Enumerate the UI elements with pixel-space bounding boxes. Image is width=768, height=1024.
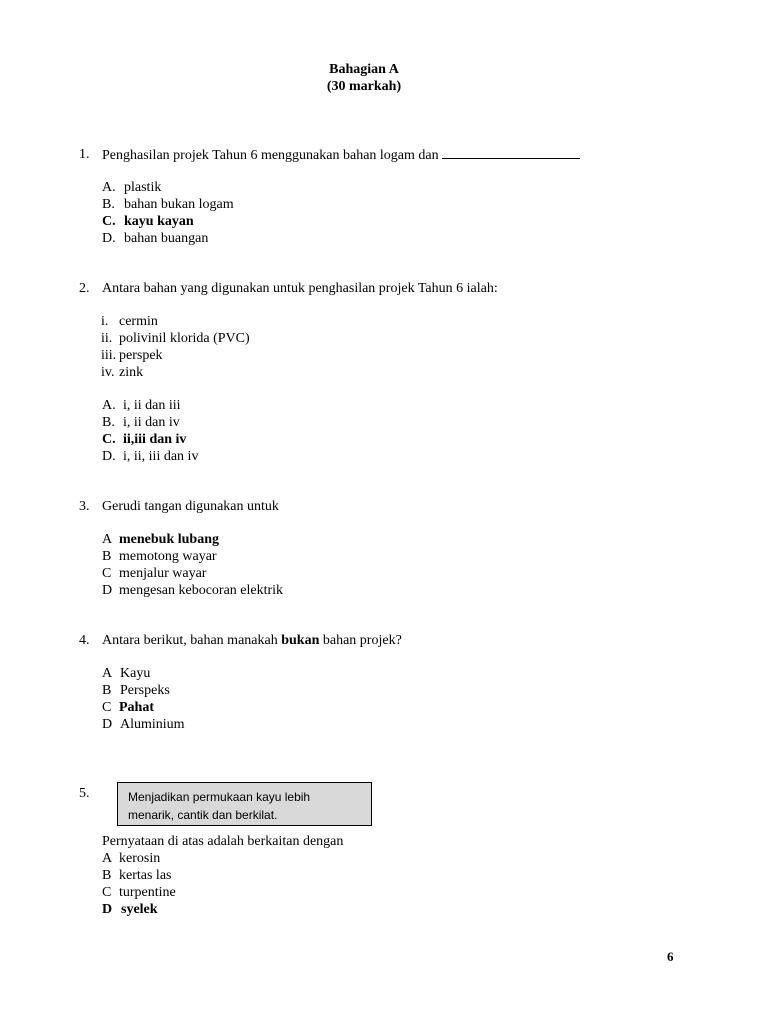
option-text: menjalur wayar [119,566,207,581]
option-label: A. [102,398,116,413]
option-text: i, ii dan iii [123,398,181,413]
question-text: Gerudi tangan digunakan untuk [102,499,279,514]
option-b [102,867,171,884]
question-number: 3. [79,499,90,514]
option-text: Perspeks [120,683,170,698]
option-d [102,582,283,599]
question-number: 2. [79,281,90,296]
item-label: i. [101,314,109,329]
option-text: kertas las [119,868,172,883]
item-label: iii. [101,348,117,363]
option-label: C [102,885,112,900]
option-text: turpentine [119,885,176,900]
option-a [102,665,150,682]
option-label: D. [102,231,116,246]
statement-line: Menjadikan permukaan kayu lebih [128,790,311,804]
question-number: 4. [79,633,90,648]
item-text: zink [119,365,144,380]
option-label: B [102,683,112,698]
option-c-answer [102,699,154,716]
statement-line: menarik, cantik dan berkilat. [128,808,278,822]
option-text: Pahat [119,700,154,715]
option-text: kayu kayan [124,214,194,229]
question-number: 5. [79,786,90,801]
option-c-answer [102,213,194,230]
option-text: bahan buangan [124,231,209,246]
statement-box [117,782,372,826]
question-text [102,146,580,164]
option-text: memotong wayar [119,549,217,564]
question-text: Antara bahan yang digunakan untuk penghasilan projek Tahun 6 ialah: [102,281,498,296]
option-label: C [102,700,112,715]
item-text: cermin [119,314,158,329]
item-label: ii. [101,331,113,346]
option-label: D [102,583,113,598]
option-label: B. [102,197,115,212]
list-item-ii [101,330,250,347]
option-text: ii,iii dan iv [123,432,187,447]
option-d [102,230,208,247]
option-label: C [102,566,112,581]
item-text: polivinil klorida (PVC) [119,331,250,346]
section-marks: (30 markah) [326,79,402,94]
option-text: syelek [121,902,158,917]
option-text: bahan bukan logam [124,197,234,212]
option-c [102,565,206,582]
question-text: Pernyataan di atas adalah berkaitan dengan [102,834,344,849]
option-text: Aluminium [120,717,185,732]
option-text: mengesan kebocoran elektrik [119,583,284,598]
option-label: D. [102,449,116,464]
option-label: A [102,532,113,547]
option-label: A [102,666,113,681]
page-number: 6 [667,949,674,964]
option-label: C. [102,214,116,229]
question-text [102,632,402,649]
list-item-iv [101,364,143,381]
option-label: B [102,868,112,883]
option-label: A [102,851,113,866]
question-text-after: bahan projek? [322,633,402,648]
option-text: plastik [124,180,162,195]
option-a-answer [102,531,219,548]
question-number: 1. [79,147,90,162]
option-label: D [102,717,113,732]
question-text-before: Antara berikut, bahan manakah [102,633,278,648]
option-label: B. [102,415,115,430]
option-c [102,884,176,901]
option-b [102,548,217,565]
option-text: kerosin [119,851,161,866]
option-b [102,682,170,699]
question-text-content: Penghasilan projek Tahun 6 menggunakan bahan logam dan [102,148,439,163]
answer-blank [442,146,580,159]
question-text-emphasis: bukan [281,633,320,648]
section-title: Bahagian A [329,62,399,77]
option-text: Kayu [120,666,151,681]
list-item-iii [101,347,163,364]
option-b [102,196,234,213]
item-label: iv. [101,365,115,380]
option-a [102,397,181,414]
option-a [102,850,160,867]
item-text: perspek [119,348,163,363]
option-label: D [102,902,113,917]
option-label: A. [102,180,116,195]
option-c-answer [102,431,186,448]
option-d [102,448,198,465]
option-label: C. [102,432,116,447]
option-b [102,414,180,431]
option-d [102,716,185,733]
option-d-answer [102,901,158,918]
option-label: B [102,549,112,564]
list-item-i [101,313,158,330]
option-a [102,179,161,196]
option-text: i, ii dan iv [123,415,180,430]
option-text: i, ii, iii dan iv [123,449,199,464]
option-text: menebuk lubang [119,532,219,547]
